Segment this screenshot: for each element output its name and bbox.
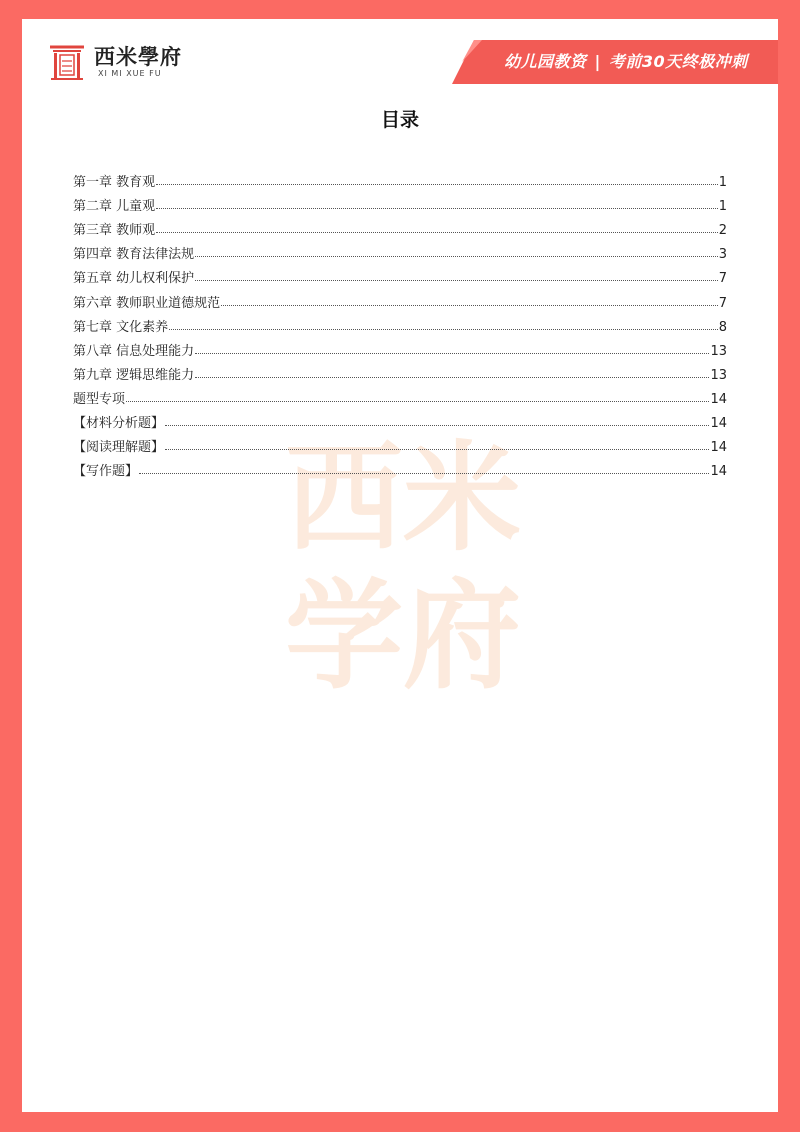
header-banner [452, 40, 778, 84]
toc-entry-label[interactable]: 题型专项 [73, 391, 126, 407]
toc-entry[interactable] [73, 335, 727, 359]
banner-slogan: 考前30天终极冲刺 [608, 52, 748, 71]
toc-entry-page-number[interactable]: 14 [710, 391, 727, 407]
toc-entry-label[interactable]: 【阅读理解题】 [73, 440, 165, 456]
toc-entry-page-number[interactable]: 7 [718, 295, 727, 311]
brand-logo [48, 39, 218, 85]
toc-dot-leader [195, 255, 718, 257]
toc-entry[interactable] [73, 311, 727, 335]
toc-entry-label[interactable]: 【写作题】 [73, 464, 139, 480]
toc-dot-leader [195, 279, 718, 281]
toc-entry-label[interactable]: 第一章 教育观 [73, 175, 156, 191]
toc-entry-label[interactable]: 【材料分析题】 [73, 416, 165, 432]
watermark-line-2: 学府 [284, 567, 521, 705]
document-page [22, 19, 778, 1112]
toc-entry[interactable] [73, 407, 727, 431]
toc-entry-label[interactable]: 第二章 儿童观 [73, 199, 156, 215]
logo-english-name: XI MI XUE FU [98, 69, 162, 78]
toc-entry[interactable] [73, 455, 727, 479]
pavilion-logo-icon [48, 41, 86, 81]
toc-entry[interactable] [73, 431, 727, 455]
toc-entry-page-number[interactable]: 2 [718, 223, 727, 239]
toc-dot-leader [139, 472, 709, 474]
table-of-contents [73, 166, 727, 479]
toc-entry-label[interactable]: 第七章 文化素养 [73, 319, 169, 335]
toc-entry-page-number[interactable]: 7 [718, 271, 727, 287]
toc-entry[interactable] [73, 359, 727, 383]
toc-dot-leader [156, 231, 718, 233]
toc-dot-leader [126, 400, 709, 402]
banner-separator: | [594, 52, 601, 71]
toc-dot-leader [165, 448, 709, 450]
toc-entry[interactable] [73, 286, 727, 310]
toc-entry-page-number[interactable]: 13 [710, 367, 727, 383]
toc-entry-page-number[interactable]: 3 [718, 247, 727, 263]
toc-entry-page-number[interactable]: 8 [718, 319, 727, 335]
toc-dot-leader [165, 424, 709, 426]
toc-entry-page-number[interactable]: 14 [710, 416, 727, 432]
toc-dot-leader [156, 183, 718, 185]
watermark-line-1: 西米 [284, 429, 521, 567]
toc-entry-page-number[interactable]: 14 [710, 440, 727, 456]
toc-dot-leader [156, 207, 718, 209]
toc-entry-page-number[interactable]: 1 [718, 175, 727, 191]
toc-entry-label[interactable]: 第八章 信息处理能力 [73, 343, 195, 359]
toc-entry-label[interactable]: 第四章 教育法律法规 [73, 247, 195, 263]
logo-chinese-name: 西米學府 [94, 44, 182, 69]
toc-dot-leader [195, 376, 709, 378]
banner-text [504, 49, 748, 72]
toc-entry[interactable] [73, 214, 727, 238]
page-title: 目录 [380, 109, 419, 131]
toc-dot-leader [221, 304, 718, 306]
toc-dot-leader [195, 352, 709, 354]
toc-entry[interactable] [73, 166, 727, 190]
toc-entry[interactable] [73, 383, 727, 407]
toc-entry[interactable] [73, 238, 727, 262]
toc-entry[interactable] [73, 190, 727, 214]
toc-entry-label[interactable]: 第三章 教师观 [73, 223, 156, 239]
toc-entry-label[interactable]: 第九章 逻辑思维能力 [73, 367, 195, 383]
toc-dot-leader [169, 328, 718, 330]
toc-entry-page-number[interactable]: 13 [710, 343, 727, 359]
toc-entry-label[interactable]: 第五章 幼儿权利保护 [73, 271, 195, 287]
toc-entry-page-number[interactable]: 1 [718, 199, 727, 215]
toc-entry-page-number[interactable]: 14 [710, 464, 727, 480]
banner-subject: 幼儿园教资 [504, 52, 587, 71]
toc-entry-label[interactable]: 第六章 教师职业道德规范 [73, 295, 221, 311]
toc-entry[interactable] [73, 262, 727, 286]
